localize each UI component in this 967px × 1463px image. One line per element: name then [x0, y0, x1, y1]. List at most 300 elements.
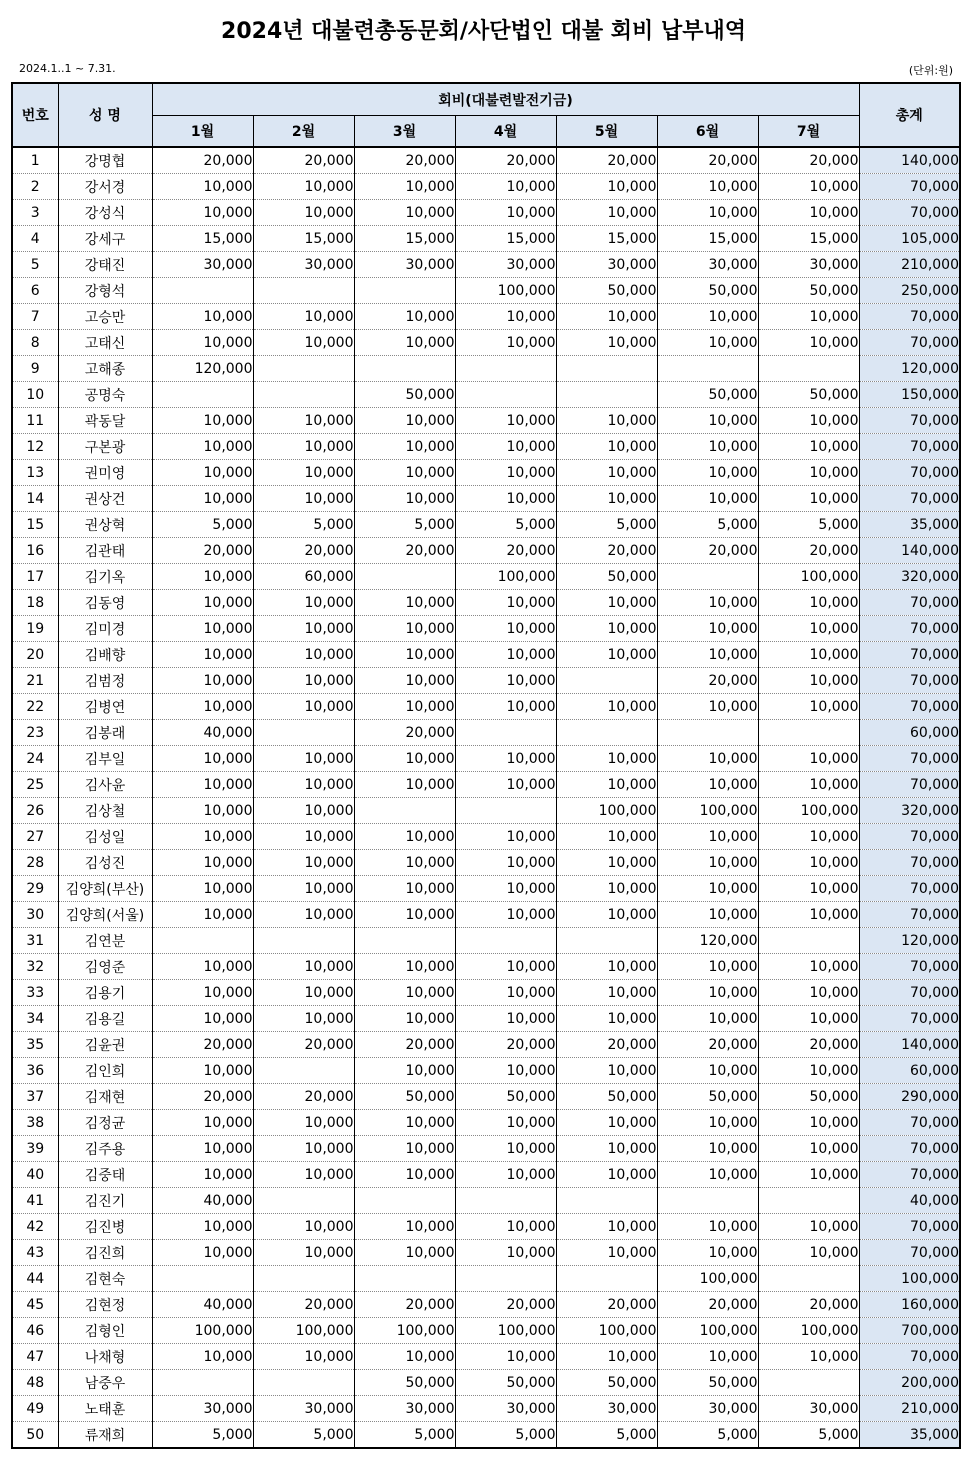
- member-name: 강형석: [58, 278, 152, 304]
- month-6-amount: [657, 356, 758, 382]
- month-6-amount: 100,000: [657, 798, 758, 824]
- month-4-amount: 5,000: [455, 512, 556, 538]
- row-total: 70,000: [859, 1240, 960, 1266]
- row-number: 6: [12, 278, 58, 304]
- month-4-amount: [455, 356, 556, 382]
- table-row: [12, 694, 960, 720]
- month-4-amount: 100,000: [455, 564, 556, 590]
- row-number: 29: [12, 876, 58, 902]
- month-7-amount: 10,000: [758, 1110, 859, 1136]
- row-number: 28: [12, 850, 58, 876]
- page-title: 2024년 대불련총동문회/사단법인 대불 회비 납부내역: [221, 19, 746, 44]
- month-2-amount: 30,000: [253, 252, 354, 278]
- month-5-amount: 10,000: [556, 954, 657, 980]
- row-total: 70,000: [859, 616, 960, 642]
- month-5-amount: 10,000: [556, 434, 657, 460]
- row-number: 4: [12, 226, 58, 252]
- table-row: [12, 772, 960, 798]
- row-number: 27: [12, 824, 58, 850]
- month-2-amount: [253, 928, 354, 954]
- month-2-amount: 15,000: [253, 226, 354, 252]
- month-5-amount: 20,000: [556, 147, 657, 174]
- row-number: 35: [12, 1032, 58, 1058]
- month-5-amount: 100,000: [556, 1318, 657, 1344]
- month-7-amount: 10,000: [758, 1240, 859, 1266]
- month-7-amount: [758, 1370, 859, 1396]
- month-3-amount: 100,000: [354, 1318, 455, 1344]
- row-number: 11: [12, 408, 58, 434]
- month-4-amount: 10,000: [455, 174, 556, 200]
- month-4-amount: [455, 382, 556, 408]
- header-month-4: 4월: [455, 116, 556, 148]
- month-3-amount: [354, 1188, 455, 1214]
- member-name: 김형인: [58, 1318, 152, 1344]
- month-3-amount: 50,000: [354, 1084, 455, 1110]
- month-5-amount: 50,000: [556, 1370, 657, 1396]
- month-3-amount: 10,000: [354, 434, 455, 460]
- month-6-amount: 10,000: [657, 642, 758, 668]
- month-4-amount: 50,000: [455, 1084, 556, 1110]
- row-number: 18: [12, 590, 58, 616]
- month-3-amount: 10,000: [354, 1006, 455, 1032]
- month-1-amount: 30,000: [152, 252, 253, 278]
- month-1-amount: 40,000: [152, 1292, 253, 1318]
- month-1-amount: 10,000: [152, 408, 253, 434]
- month-5-amount: 50,000: [556, 564, 657, 590]
- header-fee-group: 회비(대불련발전기금): [152, 83, 859, 116]
- month-3-amount: 10,000: [354, 174, 455, 200]
- month-1-amount: 10,000: [152, 330, 253, 356]
- month-4-amount: 10,000: [455, 304, 556, 330]
- row-number: 19: [12, 616, 58, 642]
- row-total: 70,000: [859, 954, 960, 980]
- table-row: [12, 1214, 960, 1240]
- month-4-amount: 10,000: [455, 1058, 556, 1084]
- month-6-amount: 10,000: [657, 486, 758, 512]
- table-row: [12, 1084, 960, 1110]
- month-1-amount: 10,000: [152, 1214, 253, 1240]
- row-total: 105,000: [859, 226, 960, 252]
- member-name: 권미영: [58, 460, 152, 486]
- month-1-amount: 10,000: [152, 616, 253, 642]
- row-number: 13: [12, 460, 58, 486]
- row-number: 50: [12, 1422, 58, 1449]
- month-5-amount: 100,000: [556, 798, 657, 824]
- month-7-amount: 10,000: [758, 1058, 859, 1084]
- month-2-amount: 5,000: [253, 1422, 354, 1449]
- row-number: 21: [12, 668, 58, 694]
- row-number: 34: [12, 1006, 58, 1032]
- month-6-amount: 10,000: [657, 746, 758, 772]
- month-3-amount: 10,000: [354, 460, 455, 486]
- month-1-amount: 10,000: [152, 954, 253, 980]
- table-row: [12, 590, 960, 616]
- month-2-amount: 10,000: [253, 616, 354, 642]
- month-6-amount: 10,000: [657, 954, 758, 980]
- table-row: [12, 824, 960, 850]
- row-total: 70,000: [859, 1136, 960, 1162]
- month-2-amount: 10,000: [253, 486, 354, 512]
- month-7-amount: 10,000: [758, 1162, 859, 1188]
- month-7-amount: 10,000: [758, 902, 859, 928]
- month-5-amount: 10,000: [556, 642, 657, 668]
- table-row: [12, 226, 960, 252]
- month-3-amount: [354, 356, 455, 382]
- month-2-amount: 10,000: [253, 954, 354, 980]
- table-row: [12, 356, 960, 382]
- month-6-amount: 15,000: [657, 226, 758, 252]
- month-4-amount: [455, 928, 556, 954]
- month-5-amount: 10,000: [556, 1240, 657, 1266]
- month-5-amount: [556, 928, 657, 954]
- month-5-amount: 10,000: [556, 824, 657, 850]
- table-row: [12, 1396, 960, 1422]
- month-5-amount: 10,000: [556, 876, 657, 902]
- month-2-amount: 10,000: [253, 1006, 354, 1032]
- month-4-amount: 20,000: [455, 1292, 556, 1318]
- header-month-6: 6월: [657, 116, 758, 148]
- month-4-amount: [455, 720, 556, 746]
- month-3-amount: 20,000: [354, 1032, 455, 1058]
- row-total: 70,000: [859, 486, 960, 512]
- row-total: 250,000: [859, 278, 960, 304]
- month-3-amount: 10,000: [354, 616, 455, 642]
- month-5-amount: 5,000: [556, 512, 657, 538]
- row-number: 30: [12, 902, 58, 928]
- member-name: 구본광: [58, 434, 152, 460]
- month-2-amount: 10,000: [253, 304, 354, 330]
- row-total: 70,000: [859, 876, 960, 902]
- row-number: 47: [12, 1344, 58, 1370]
- month-7-amount: 50,000: [758, 1084, 859, 1110]
- table-row: [12, 200, 960, 226]
- month-3-amount: 10,000: [354, 1058, 455, 1084]
- month-1-amount: 10,000: [152, 1344, 253, 1370]
- row-total: 140,000: [859, 147, 960, 174]
- month-2-amount: 20,000: [253, 147, 354, 174]
- month-4-amount: 20,000: [455, 538, 556, 564]
- month-3-amount: 10,000: [354, 694, 455, 720]
- row-total: 60,000: [859, 720, 960, 746]
- month-6-amount: 10,000: [657, 1058, 758, 1084]
- month-4-amount: 10,000: [455, 850, 556, 876]
- month-5-amount: 10,000: [556, 616, 657, 642]
- month-1-amount: 10,000: [152, 1240, 253, 1266]
- table-row: [12, 512, 960, 538]
- member-name: 김양희(부산): [58, 876, 152, 902]
- month-7-amount: 30,000: [758, 252, 859, 278]
- month-3-amount: 10,000: [354, 200, 455, 226]
- month-4-amount: 10,000: [455, 668, 556, 694]
- month-7-amount: 10,000: [758, 824, 859, 850]
- month-4-amount: 10,000: [455, 1214, 556, 1240]
- month-4-amount: 10,000: [455, 200, 556, 226]
- month-3-amount: 5,000: [354, 1422, 455, 1449]
- month-3-amount: 10,000: [354, 304, 455, 330]
- month-7-amount: [758, 720, 859, 746]
- month-5-amount: [556, 720, 657, 746]
- month-4-amount: [455, 798, 556, 824]
- month-2-amount: 10,000: [253, 980, 354, 1006]
- row-number: 7: [12, 304, 58, 330]
- month-7-amount: 100,000: [758, 798, 859, 824]
- month-3-amount: 10,000: [354, 1240, 455, 1266]
- month-7-amount: 10,000: [758, 1136, 859, 1162]
- table-row: [12, 1058, 960, 1084]
- table-row: [12, 876, 960, 902]
- month-3-amount: 10,000: [354, 824, 455, 850]
- month-6-amount: [657, 1188, 758, 1214]
- row-total: 70,000: [859, 1162, 960, 1188]
- month-1-amount: 10,000: [152, 200, 253, 226]
- month-6-amount: 50,000: [657, 1084, 758, 1110]
- month-2-amount: 10,000: [253, 798, 354, 824]
- month-3-amount: 15,000: [354, 226, 455, 252]
- month-1-amount: 10,000: [152, 746, 253, 772]
- row-total: 35,000: [859, 512, 960, 538]
- row-total: 70,000: [859, 824, 960, 850]
- month-7-amount: 100,000: [758, 1318, 859, 1344]
- row-number: 45: [12, 1292, 58, 1318]
- month-6-amount: 100,000: [657, 1266, 758, 1292]
- month-3-amount: 10,000: [354, 1344, 455, 1370]
- row-number: 42: [12, 1214, 58, 1240]
- member-name: 김봉래: [58, 720, 152, 746]
- month-6-amount: 10,000: [657, 876, 758, 902]
- month-2-amount: 10,000: [253, 668, 354, 694]
- month-4-amount: 10,000: [455, 694, 556, 720]
- member-name: 김용길: [58, 1006, 152, 1032]
- month-5-amount: 10,000: [556, 850, 657, 876]
- month-1-amount: 10,000: [152, 1058, 253, 1084]
- member-name: 김재현: [58, 1084, 152, 1110]
- month-7-amount: 10,000: [758, 1344, 859, 1370]
- table-row: [12, 434, 960, 460]
- month-2-amount: 100,000: [253, 1318, 354, 1344]
- month-1-amount: 10,000: [152, 824, 253, 850]
- row-number: 46: [12, 1318, 58, 1344]
- month-1-amount: 10,000: [152, 902, 253, 928]
- month-3-amount: 10,000: [354, 850, 455, 876]
- row-total: 320,000: [859, 564, 960, 590]
- row-total: 200,000: [859, 1370, 960, 1396]
- month-1-amount: 10,000: [152, 668, 253, 694]
- member-name: 고해종: [58, 356, 152, 382]
- row-total: 120,000: [859, 356, 960, 382]
- month-5-amount: [556, 1266, 657, 1292]
- row-number: 44: [12, 1266, 58, 1292]
- row-total: 70,000: [859, 902, 960, 928]
- month-5-amount: 10,000: [556, 1214, 657, 1240]
- month-1-amount: 10,000: [152, 980, 253, 1006]
- month-3-amount: 20,000: [354, 147, 455, 174]
- month-6-amount: 10,000: [657, 1214, 758, 1240]
- row-total: 700,000: [859, 1318, 960, 1344]
- member-name: 김동영: [58, 590, 152, 616]
- month-2-amount: 60,000: [253, 564, 354, 590]
- month-1-amount: 10,000: [152, 486, 253, 512]
- row-total: 70,000: [859, 408, 960, 434]
- month-4-amount: [455, 1266, 556, 1292]
- month-1-amount: 20,000: [152, 1084, 253, 1110]
- month-7-amount: [758, 1266, 859, 1292]
- member-name: 나채형: [58, 1344, 152, 1370]
- month-1-amount: 10,000: [152, 434, 253, 460]
- month-5-amount: 10,000: [556, 1136, 657, 1162]
- month-7-amount: 20,000: [758, 538, 859, 564]
- row-number: 23: [12, 720, 58, 746]
- month-2-amount: [253, 1266, 354, 1292]
- month-3-amount: 10,000: [354, 486, 455, 512]
- month-1-amount: 10,000: [152, 304, 253, 330]
- member-name: 김주용: [58, 1136, 152, 1162]
- month-7-amount: 100,000: [758, 564, 859, 590]
- month-7-amount: 10,000: [758, 694, 859, 720]
- month-5-amount: 10,000: [556, 408, 657, 434]
- month-5-amount: 20,000: [556, 538, 657, 564]
- member-name: 김연분: [58, 928, 152, 954]
- month-7-amount: 15,000: [758, 226, 859, 252]
- row-number: 3: [12, 200, 58, 226]
- row-total: 320,000: [859, 798, 960, 824]
- month-2-amount: 10,000: [253, 174, 354, 200]
- month-5-amount: [556, 668, 657, 694]
- member-name: 류재희: [58, 1422, 152, 1449]
- month-3-amount: [354, 798, 455, 824]
- month-6-amount: 10,000: [657, 1240, 758, 1266]
- month-2-amount: 20,000: [253, 1084, 354, 1110]
- header-no: 번호: [12, 83, 58, 147]
- month-1-amount: 20,000: [152, 147, 253, 174]
- month-1-amount: 10,000: [152, 1162, 253, 1188]
- table-row: [12, 1370, 960, 1396]
- member-name: 노태훈: [58, 1396, 152, 1422]
- month-7-amount: 50,000: [758, 382, 859, 408]
- month-7-amount: 10,000: [758, 590, 859, 616]
- month-7-amount: 10,000: [758, 850, 859, 876]
- month-2-amount: 30,000: [253, 1396, 354, 1422]
- month-1-amount: 100,000: [152, 1318, 253, 1344]
- month-7-amount: [758, 1188, 859, 1214]
- table-row: [12, 382, 960, 408]
- month-6-amount: 10,000: [657, 408, 758, 434]
- month-6-amount: 100,000: [657, 1318, 758, 1344]
- month-2-amount: [253, 1058, 354, 1084]
- month-4-amount: 10,000: [455, 1240, 556, 1266]
- row-number: 2: [12, 174, 58, 200]
- month-1-amount: 40,000: [152, 720, 253, 746]
- table-row: [12, 668, 960, 694]
- month-6-amount: 20,000: [657, 1292, 758, 1318]
- row-number: 22: [12, 694, 58, 720]
- member-name: 김성진: [58, 850, 152, 876]
- row-number: 9: [12, 356, 58, 382]
- table-row: [12, 642, 960, 668]
- row-number: 41: [12, 1188, 58, 1214]
- row-number: 33: [12, 980, 58, 1006]
- month-5-amount: 10,000: [556, 486, 657, 512]
- month-2-amount: 10,000: [253, 408, 354, 434]
- month-5-amount: 10,000: [556, 200, 657, 226]
- month-4-amount: 50,000: [455, 1370, 556, 1396]
- month-4-amount: 5,000: [455, 1422, 556, 1449]
- month-1-amount: 120,000: [152, 356, 253, 382]
- month-5-amount: 10,000: [556, 746, 657, 772]
- row-total: 70,000: [859, 1110, 960, 1136]
- row-total: 120,000: [859, 928, 960, 954]
- month-2-amount: [253, 382, 354, 408]
- month-2-amount: 10,000: [253, 200, 354, 226]
- month-7-amount: 10,000: [758, 460, 859, 486]
- row-number: 10: [12, 382, 58, 408]
- month-4-amount: 10,000: [455, 486, 556, 512]
- member-name: 김양희(서울): [58, 902, 152, 928]
- table-row: [12, 1266, 960, 1292]
- month-4-amount: 10,000: [455, 330, 556, 356]
- header-name: 성 명: [58, 83, 152, 147]
- row-number: 5: [12, 252, 58, 278]
- month-6-amount: 10,000: [657, 694, 758, 720]
- month-4-amount: 10,000: [455, 434, 556, 460]
- month-3-amount: 10,000: [354, 772, 455, 798]
- month-6-amount: 30,000: [657, 1396, 758, 1422]
- month-4-amount: 30,000: [455, 252, 556, 278]
- month-3-amount: 10,000: [354, 1214, 455, 1240]
- member-name: 김미경: [58, 616, 152, 642]
- row-number: 16: [12, 538, 58, 564]
- member-name: 김배향: [58, 642, 152, 668]
- row-number: 8: [12, 330, 58, 356]
- month-5-amount: 20,000: [556, 1032, 657, 1058]
- row-total: 140,000: [859, 1032, 960, 1058]
- month-4-amount: 10,000: [455, 1136, 556, 1162]
- month-1-amount: 5,000: [152, 1422, 253, 1449]
- row-total: 150,000: [859, 382, 960, 408]
- month-7-amount: 10,000: [758, 772, 859, 798]
- month-1-amount: [152, 1266, 253, 1292]
- month-1-amount: [152, 278, 253, 304]
- month-5-amount: [556, 1188, 657, 1214]
- month-3-amount: 10,000: [354, 746, 455, 772]
- row-total: 160,000: [859, 1292, 960, 1318]
- month-2-amount: 10,000: [253, 460, 354, 486]
- member-name: 강서경: [58, 174, 152, 200]
- month-3-amount: 10,000: [354, 902, 455, 928]
- month-7-amount: 10,000: [758, 746, 859, 772]
- row-total: 70,000: [859, 174, 960, 200]
- month-6-amount: 10,000: [657, 330, 758, 356]
- month-5-amount: 10,000: [556, 902, 657, 928]
- month-5-amount: 10,000: [556, 590, 657, 616]
- month-2-amount: 10,000: [253, 642, 354, 668]
- month-5-amount: [556, 382, 657, 408]
- month-1-amount: 40,000: [152, 1188, 253, 1214]
- member-name: 고태신: [58, 330, 152, 356]
- month-4-amount: 10,000: [455, 1110, 556, 1136]
- month-2-amount: 10,000: [253, 1240, 354, 1266]
- month-3-amount: 50,000: [354, 382, 455, 408]
- header-month-3: 3월: [354, 116, 455, 148]
- month-5-amount: 10,000: [556, 1344, 657, 1370]
- month-6-amount: 10,000: [657, 1006, 758, 1032]
- row-total: 70,000: [859, 590, 960, 616]
- month-7-amount: [758, 356, 859, 382]
- row-total: 100,000: [859, 1266, 960, 1292]
- table-row: [12, 1188, 960, 1214]
- month-5-amount: 5,000: [556, 1422, 657, 1449]
- month-7-amount: 10,000: [758, 486, 859, 512]
- month-4-amount: 10,000: [455, 408, 556, 434]
